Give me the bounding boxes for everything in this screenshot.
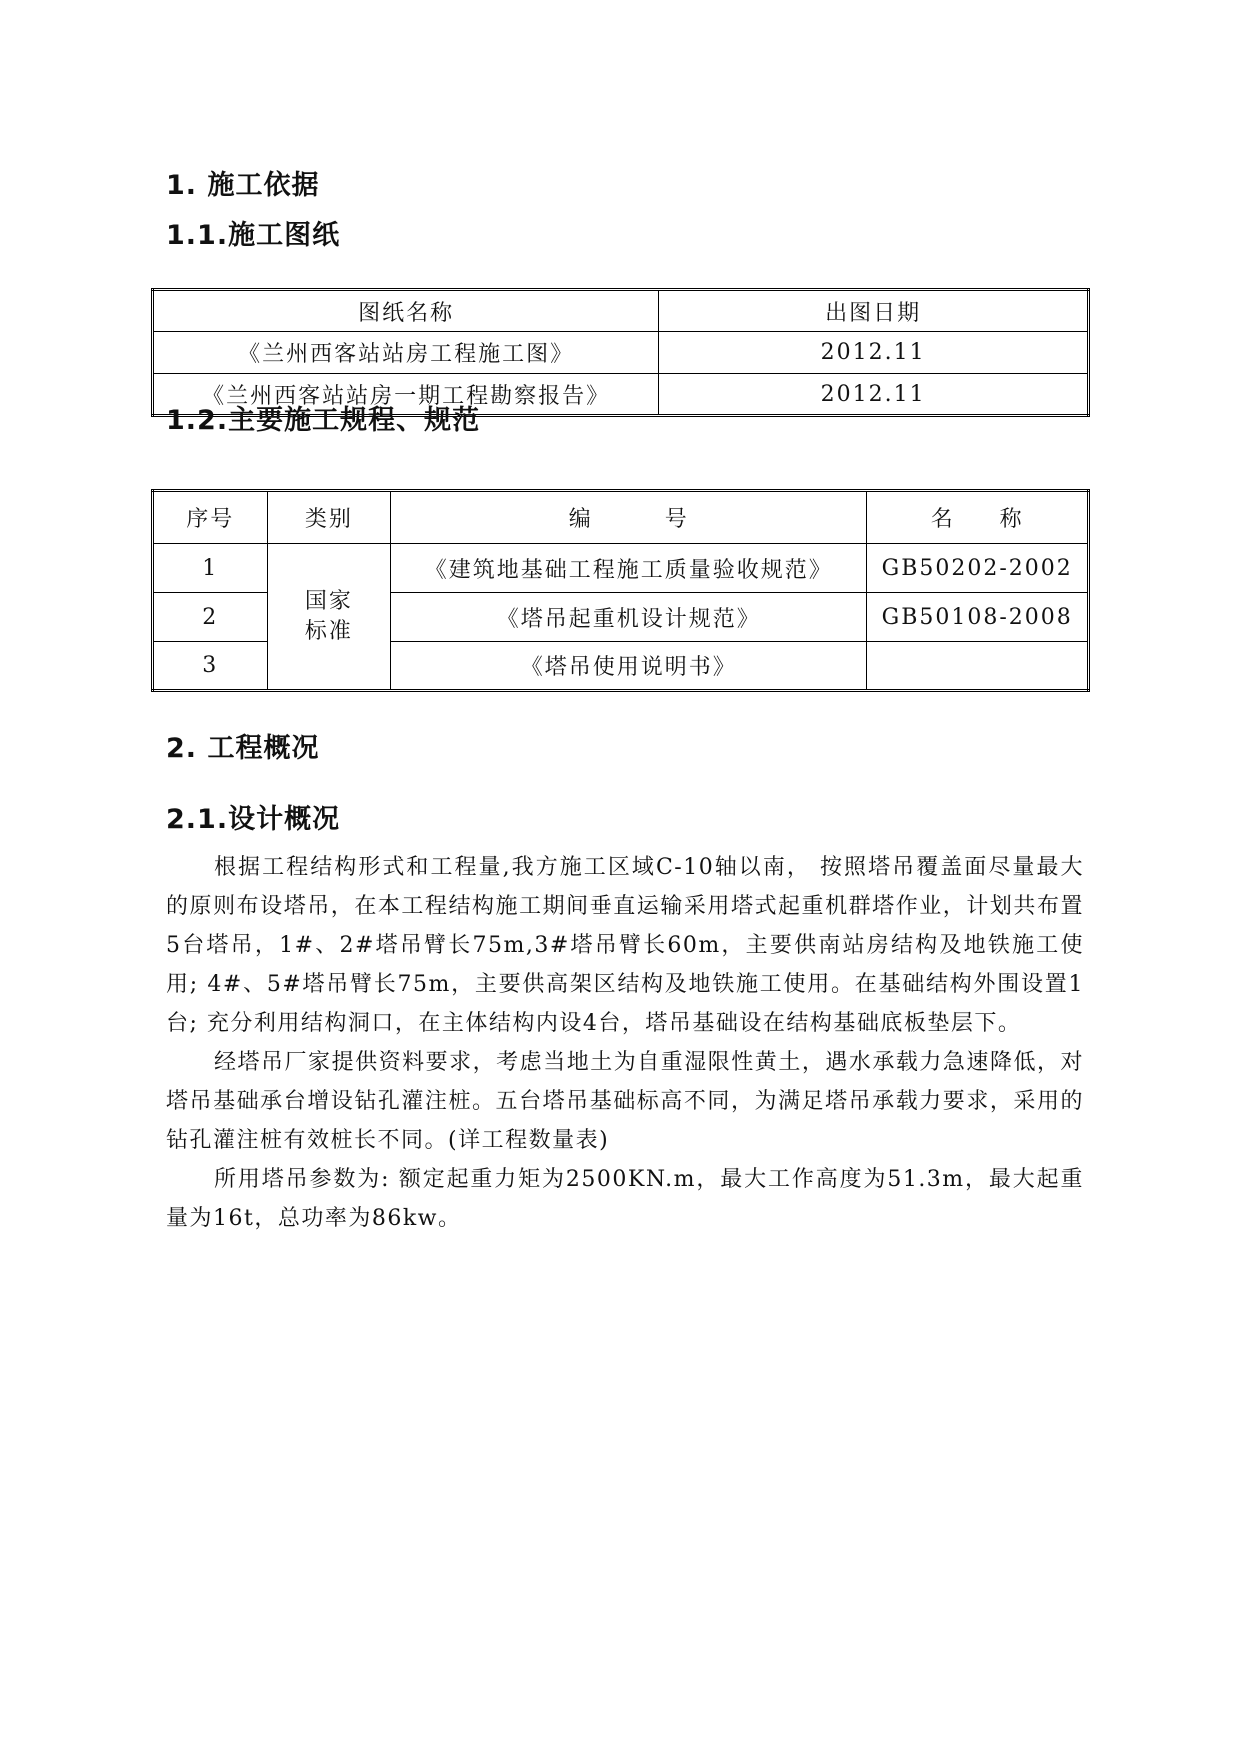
section-1-1-heading: 1.1.施工图纸 [166,220,341,251]
name-cell: GB50108-2008 [867,593,1089,642]
seq-cell: 3 [153,642,268,691]
header-code: 编 号 [391,491,867,544]
paragraph: 经塔吊厂家提供资料要求，考虑当地土为自重湿限性黄土，遇水承载力急速降低，对塔吊基础承台增设钻孔灌注桩。五台塔吊基础标高不同，为满足塔吊承载力要求，采用的钻孔灌注桩有效桩长不同。(详工程数量表) [166,1050,1084,1153]
code-cell: 《塔吊使用说明书》 [391,642,867,691]
table-row [153,332,1089,374]
section-2-heading: 2. 工程概况 [166,733,320,764]
name-cell [867,642,1089,691]
design-overview-text [166,848,1084,1238]
header-drawing-name: 图纸名称 [153,290,659,332]
header-seq: 序号 [153,491,268,544]
drawing-name-cell: 《兰州西客站站房一期工程勘察报告》 [153,374,659,416]
name-cell: GB50202-2002 [867,544,1089,593]
paragraph: 所用塔吊参数为: 额定起重力矩为2500KN.m，最大工作高度为51.3m，最大起重量为16t，总功率为86kw。 [166,1167,1084,1231]
issue-date-cell: 2012.11 [659,332,1089,374]
section-1-heading: 1. 施工依据 [166,170,320,201]
seq-cell: 2 [153,593,268,642]
table-row [153,544,1089,593]
table-header-row [153,491,1089,544]
code-cell: 《建筑地基础工程施工质量验收规范》 [391,544,867,593]
drawing-name-cell: 《兰州西客站站房工程施工图》 [153,332,659,374]
header-name: 名 称 [867,491,1089,544]
header-category: 类别 [267,491,391,544]
header-issue-date: 出图日期 [659,290,1089,332]
table-header-row [153,290,1089,332]
section-1-2-heading: 1.2.主要施工规程、规范 [166,405,481,436]
seq-cell: 1 [153,544,268,593]
standards-table [151,489,1090,692]
code-cell: 《塔吊起重机设计规范》 [391,593,867,642]
category-cell: 国家 标准 [267,544,391,691]
section-2-1-heading: 2.1.设计概况 [166,804,341,835]
issue-date-cell: 2012.11 [659,374,1089,416]
paragraph: 根据工程结构形式和工程量,我方施工区域C-10轴以南， 按照塔吊覆盖面尽量最大的原则布设塔吊，在本工程结构施工期间垂直运输采用塔式起重机群塔作业，计划共布置5台塔吊，1#、2#塔吊臂长75m,3#塔吊臂长60m，主要供南站房结构及地铁施工使用; 4#、5#塔吊臂长75m，主要供高架区结构及地铁施工使用。在基础结构外围设置1台; 充分利用结构洞口，在主体结构内设4台，塔吊基础设在结构基础底板垫层下。 [166,855,1084,1036]
